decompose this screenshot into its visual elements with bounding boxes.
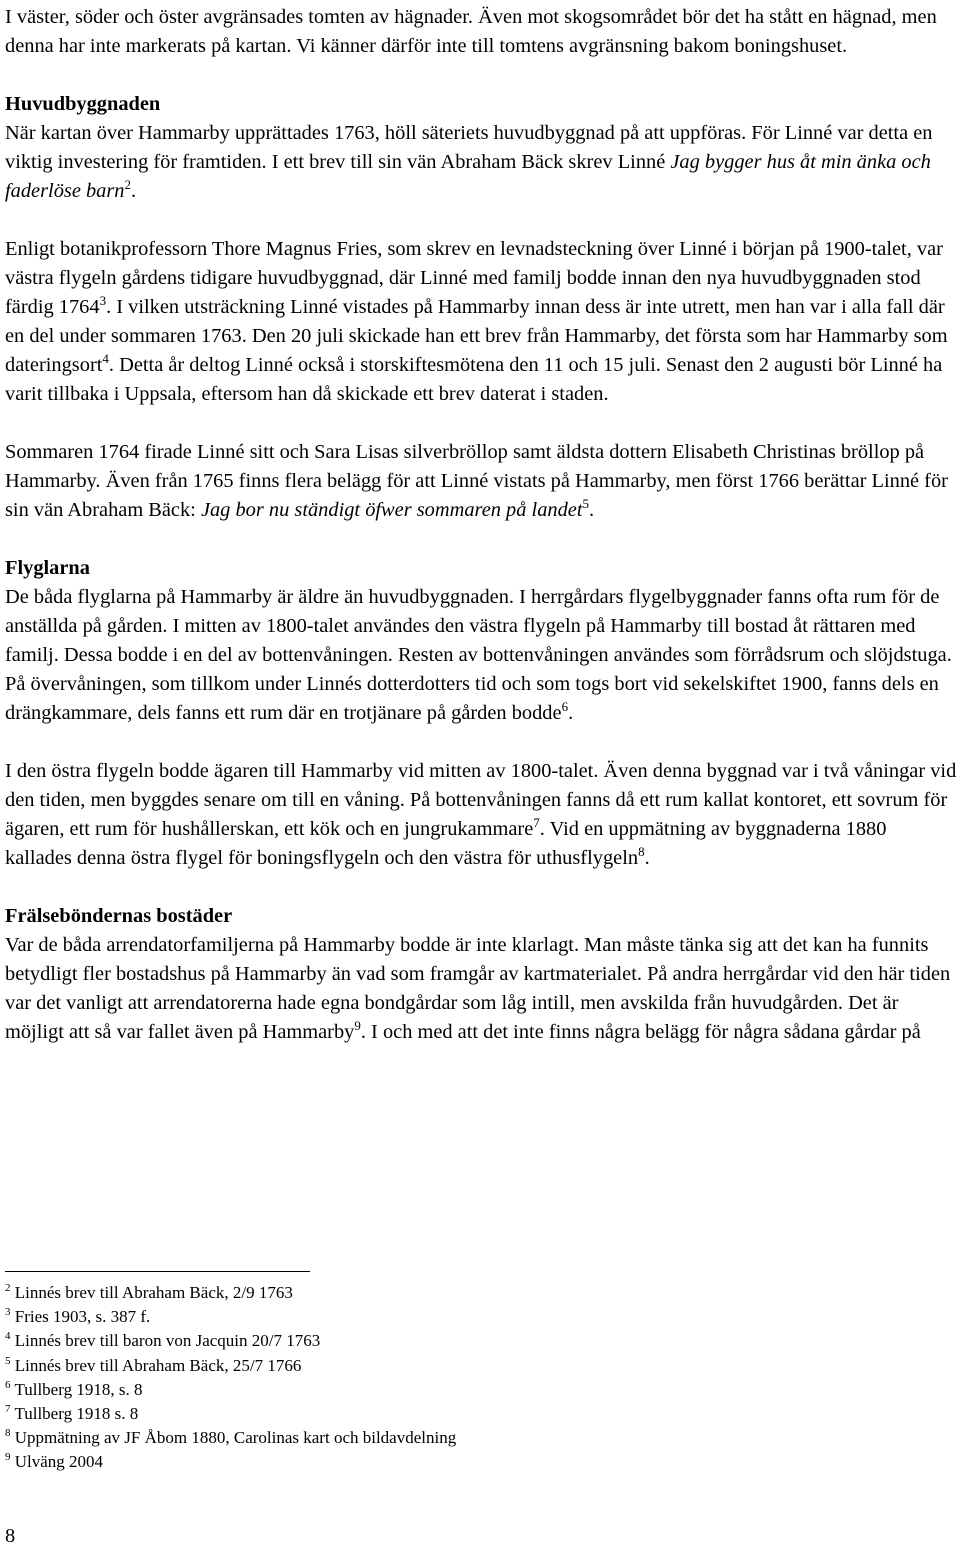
heading-fralsebondernas-bostader: Frälseböndernas bostäder — [5, 905, 233, 927]
paragraph-text: . — [589, 499, 595, 521]
footnote-separator — [5, 1271, 310, 1272]
footnote-text: Linnés brev till Abraham Bäck, 25/7 1766 — [10, 1355, 302, 1375]
quote-italic: Jag bygger hus åt min änka och faderlöse barn — [5, 151, 931, 202]
footnote-number: 5 — [5, 1354, 11, 1367]
footnote-text: Ulväng 2004 — [10, 1452, 104, 1472]
footnotes — [5, 1281, 905, 1475]
footnote-ref-3[interactable]: 3 — [99, 293, 107, 308]
paragraph-fries — [5, 235, 957, 409]
heading-flyglarna: Flyglarna — [5, 557, 90, 579]
paragraph-text: Var de båda arrendatorfamiljerna på Hammarby bodde är inte klarlagt. Man måste tänka sig att det kan ha funnits betydligt fler bostadshus på Hammarby än vad som framgår av kartmaterialet. På andra herrgårdar vid den här tiden var det vanligt att arrendatorerna hade egna bondgårdar som låg intill, men avskilda från huvudgården. Det är möjligt att så var fallet även på Hammarby — [5, 934, 951, 1043]
paragraph-text: . — [131, 180, 137, 202]
paragraph-huvudbyggnad — [5, 119, 957, 206]
footnote-number: 7 — [5, 1403, 11, 1416]
footnote-ref-4[interactable]: 4 — [102, 351, 109, 366]
footnote-ref-2[interactable]: 2 — [124, 177, 132, 192]
document-body — [5, 0, 957, 1047]
paragraph-text: . I vilken utsträckning Linné vistades på Hammarby innan dess är inte utrett, men han var i alla fall där en del under sommaren 1763. Den 20 juli skickade han ett brev från Hammarby, det första som har Hammarby som dateringsort — [5, 296, 948, 376]
paragraph-arrendatorer — [5, 931, 957, 1047]
paragraph-text: När kartan över Hammarby upprättades 1763, höll säteriets huvudbyggnad på att uppföras. För Linné var detta en viktig investering för framtiden. I ett brev till sin vän Abraham Bäck skrev Linné — [5, 122, 933, 173]
footnote — [5, 1450, 905, 1474]
footnote-ref-7[interactable]: 7 — [533, 815, 540, 830]
paragraph-text: I väster, söder och öster avgränsades tomten av hägnader. Även mot skogsområdet bör det ha stått en hägnad, men denna har inte markerats på kartan. Vi känner därför inte till tomtens avgränsning bakom boningshuset. — [5, 6, 937, 57]
footnote-number: 6 — [5, 1378, 11, 1391]
paragraph-text: De båda flyglarna på Hammarby är äldre än huvudbyggnaden. I herrgårdars flygelbyggnader fanns ofta rum för de anställda på gården. I mitten av 1800-talet användes den västra flygeln på Hammarby till bostad åt rättaren med familj. Dessa bodde i en del av bottenvåningen. Resten av bottenvåningen användes som förrådsrum och slöjdstuga. På övervåningen, som tillkom under Linnés dotterdotters tid och som togs bort vid sekelskiftet 1900, fanns dels en drängkammare, dels fanns ett rum där en trotjänare på gården bodde — [5, 586, 952, 724]
footnote — [5, 1305, 905, 1329]
footnote-ref-8[interactable]: 8 — [638, 844, 645, 859]
footnote-number: 2 — [5, 1282, 11, 1294]
paragraph-tomten — [5, 3, 957, 61]
paragraph-ostra-flygeln — [5, 757, 957, 873]
footnote-number: 8 — [5, 1427, 11, 1440]
footnote-text: Tullberg 1918, s. 8 — [10, 1379, 143, 1399]
page-number: 8 — [5, 1525, 16, 1547]
footnote-text: Fries 1903, s. 387 f. — [10, 1307, 151, 1327]
footnote — [5, 1281, 905, 1305]
paragraph-text: . Vid en uppmätning av byggnaderna 1880 kallades denna östra flygel för boningsflygeln och den västra för uthusflygeln — [5, 818, 887, 869]
paragraph-text: I den östra flygeln bodde ägaren till Hammarby vid mitten av 1800-talet. Även denna byggnad var i två våningar vid den tiden, men byggdes senare om till en våning. På bottenvåningen fanns då ett rum kallat kontoret, ett sovrum för ägaren, ett rum för hushållerskan, ett kök och en jungrukammare — [5, 760, 957, 840]
footnote-ref-6[interactable]: 6 — [561, 699, 569, 714]
footnote — [5, 1426, 905, 1450]
paragraph-flyglarna — [5, 583, 957, 728]
paragraph-text: Sommaren 1764 firade Linné sitt och Sara Lisas silverbröllop samt äldsta dottern Elisabeth Christinas bröllop på Hammarby. Även från 1765 finns flera belägg för att Linné vistats på Hammarby, men först 1766 berättar Linné för sin vän Abraham Bäck: — [5, 441, 948, 521]
footnote — [5, 1354, 905, 1378]
heading-huvudbyggnaden: Huvudbyggnaden — [5, 93, 161, 115]
paragraph-text: . — [568, 702, 574, 724]
paragraph-text: . Detta år deltog Linné också i storskiftesmötena den 11 och 15 juli. Senast den 2 augusti bör Linné ha varit tillbaka i Uppsala, eftersom han då skickade ett brev daterat i staden. — [5, 354, 943, 405]
footnote-text: Tullberg 1918 s. 8 — [10, 1404, 139, 1424]
paragraph-text: . — [644, 847, 650, 869]
paragraph-text: Enligt botanikprofessorn Thore Magnus Fries, som skrev en levnadsteckning över Linné i början på 1900-talet, var västra flygeln gårdens tidigare huvudbyggnad, där Linné med familj bodde innan den nya huvudbyggnaden stod färdig 1764 — [5, 238, 943, 318]
footnote-text: Uppmätning av JF Åbom 1880, Carolinas kart och bildavdelning — [10, 1428, 457, 1448]
footnote-number: 9 — [5, 1451, 11, 1464]
quote-italic: Jag bor nu ständigt öfwer sommaren på landet — [200, 499, 583, 521]
footnote-number: 3 — [5, 1306, 11, 1319]
footnote — [5, 1378, 905, 1402]
footnote-ref-9[interactable]: 9 — [354, 1018, 361, 1033]
paragraph-text: . I och med att det inte finns några belägg för några sådana gårdar på — [360, 1021, 921, 1043]
footnote-text: Linnés brev till Abraham Bäck, 2/9 1763 — [10, 1283, 293, 1302]
footnote-number: 4 — [5, 1330, 11, 1343]
paragraph-silverbrollop — [5, 438, 957, 525]
footnote — [5, 1329, 905, 1353]
footnote-ref-5[interactable]: 5 — [582, 496, 589, 511]
footnote-text: Linnés brev till baron von Jacquin 20/7 1763 — [10, 1331, 321, 1351]
footnote — [5, 1402, 905, 1426]
